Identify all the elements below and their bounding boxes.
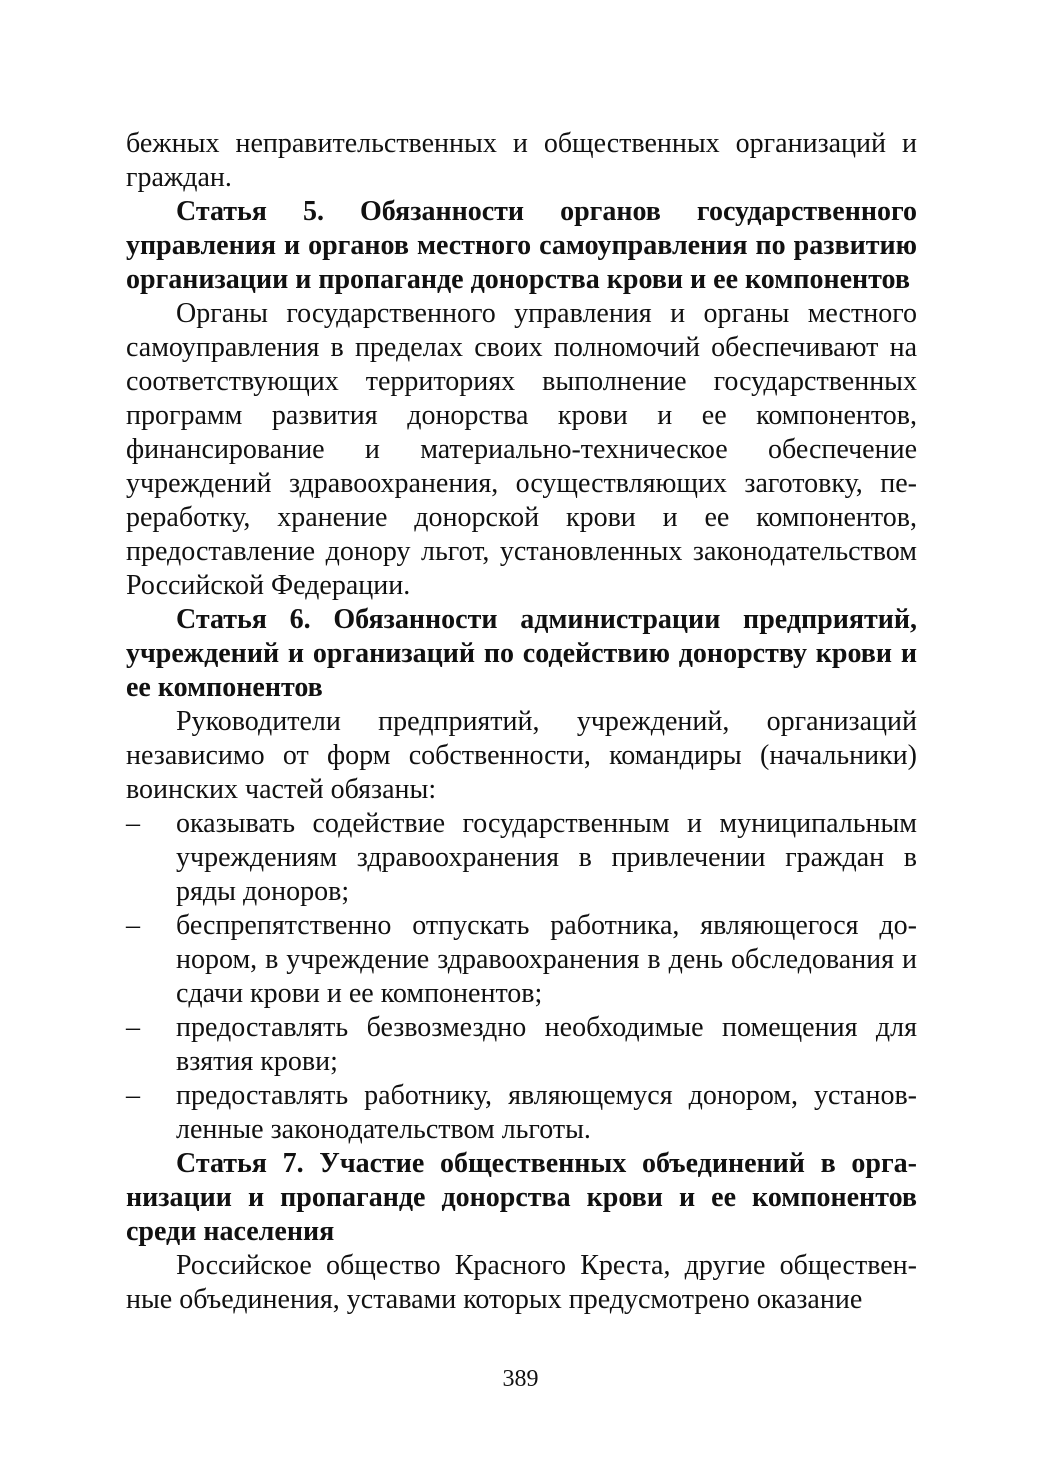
list-item xyxy=(126,1079,917,1147)
page-number: 389 xyxy=(502,1366,539,1392)
article-7-heading: Статья 7. Участие общественных объединений в организации и пропаганде донорства крови и ее компонентов среди населения xyxy=(126,1148,917,1247)
list-dash: – xyxy=(126,1012,140,1043)
article-5-heading: Статья 5. Обязанности органов государственного управления и органов местного самоуправления по развитию организации и пропаганде донорства крови и ее компонентов xyxy=(126,196,917,295)
list-dash: – xyxy=(126,1080,140,1111)
list-item xyxy=(126,1011,917,1079)
article-6-body: Руководители предприятий, учреждений, организаций независимо от форм собственности, командиры (начальники) воинских частей обязаны: xyxy=(126,706,917,805)
article-6-duties-list xyxy=(126,807,917,1147)
list-dash: – xyxy=(126,910,140,941)
article-7-body: Российское общество Красного Креста, другие общественные объединения, уставами которых предусмотрено оказание xyxy=(126,1250,917,1315)
list-item-text: беспрепятственно отпускать работника, являющегося донором, в учреждение здравоохранения в день обследования и сдачи крови и ее компонентов; xyxy=(176,910,917,1009)
article-5-body: Органы государственного управления и органы местного самоуправления в пределах своих полномочий обеспечивают на соответствующих территориях выполнение государственных программ развития донорства крови и ее компонентов, финансирование и материально-техническое обеспечение учреждений здравоохранения, осуществляющих заготовку, переработку, хранение донорской крови и ее компонентов, предоставление донору льгот, установленных законодательством Российской Федерации. xyxy=(126,298,917,601)
list-dash: – xyxy=(126,808,140,839)
list-item xyxy=(126,807,917,909)
list-item-text: предоставлять безвозмездно необходимые помещения для взятия крови; xyxy=(176,1012,917,1077)
paragraph-continuation: бежных неправительственных и общественных организаций и граждан. xyxy=(126,128,917,193)
list-item-text: оказывать содействие государственным и муниципальным учреждениям здравоохранения в привлечении граждан в ряды доноров; xyxy=(176,808,917,907)
list-item-text: предоставлять работнику, являющемуся донором, установленные законодательством льготы. xyxy=(176,1080,917,1145)
page-content xyxy=(126,127,917,1317)
article-6-heading: Статья 6. Обязанности администрации предприятий, учреждений и организаций по содействию донорству крови и ее компонентов xyxy=(126,604,917,703)
list-item xyxy=(126,909,917,1011)
